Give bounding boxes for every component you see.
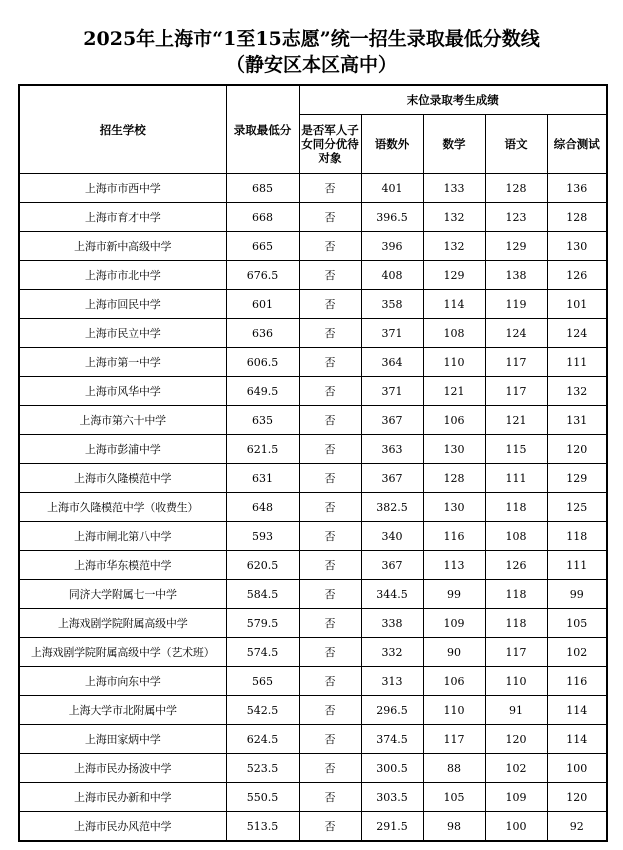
min-score-cell: 631 (226, 464, 299, 493)
table-row (19, 348, 607, 377)
military-cell: 否 (299, 812, 361, 842)
school-cell: 上海大学市北附属中学 (19, 696, 226, 725)
comprehensive-cell: 129 (547, 464, 607, 493)
school-cell: 上海市民办扬波中学 (19, 754, 226, 783)
math-cell: 128 (423, 464, 485, 493)
total-cell: 401 (361, 174, 423, 203)
math-cell: 132 (423, 232, 485, 261)
chinese-cell: 108 (485, 522, 547, 551)
military-cell: 否 (299, 638, 361, 667)
chinese-cell: 123 (485, 203, 547, 232)
table-row (19, 551, 607, 580)
military-cell: 否 (299, 174, 361, 203)
chinese-cell: 124 (485, 319, 547, 348)
chinese-cell: 118 (485, 580, 547, 609)
table-row (19, 203, 607, 232)
total-cell: 374.5 (361, 725, 423, 754)
military-cell: 否 (299, 754, 361, 783)
chinese-cell: 91 (485, 696, 547, 725)
min-score-cell: 513.5 (226, 812, 299, 842)
table-row (19, 435, 607, 464)
total-cell: 396.5 (361, 203, 423, 232)
math-cell: 110 (423, 696, 485, 725)
min-score-cell: 593 (226, 522, 299, 551)
comprehensive-cell: 114 (547, 696, 607, 725)
school-cell: 上海市第六十中学 (19, 406, 226, 435)
total-cell: 300.5 (361, 754, 423, 783)
math-cell: 110 (423, 348, 485, 377)
min-score-cell: 665 (226, 232, 299, 261)
table-row (19, 638, 607, 667)
comprehensive-cell: 128 (547, 203, 607, 232)
math-cell: 133 (423, 174, 485, 203)
comprehensive-cell: 126 (547, 261, 607, 290)
chinese-cell: 102 (485, 754, 547, 783)
math-cell: 130 (423, 493, 485, 522)
min-score-cell: 676.5 (226, 261, 299, 290)
header-total: 语数外 (361, 115, 423, 174)
comprehensive-cell: 132 (547, 377, 607, 406)
chinese-cell: 117 (485, 348, 547, 377)
school-cell: 上海市久隆模范中学（收费生） (19, 493, 226, 522)
school-cell: 上海戏剧学院附属高级中学 (19, 609, 226, 638)
school-cell: 上海市回民中学 (19, 290, 226, 319)
total-cell: 358 (361, 290, 423, 319)
military-cell: 否 (299, 464, 361, 493)
total-cell: 367 (361, 464, 423, 493)
school-cell: 上海市彭浦中学 (19, 435, 226, 464)
min-score-cell: 601 (226, 290, 299, 319)
header-military: 是否军人子女同分优待对象 (299, 115, 361, 174)
military-cell: 否 (299, 667, 361, 696)
comprehensive-cell: 120 (547, 435, 607, 464)
math-cell: 88 (423, 754, 485, 783)
header-chinese: 语文 (485, 115, 547, 174)
math-cell: 121 (423, 377, 485, 406)
table-row (19, 667, 607, 696)
header-math: 数学 (423, 115, 485, 174)
min-score-cell: 649.5 (226, 377, 299, 406)
min-score-cell: 550.5 (226, 783, 299, 812)
military-cell: 否 (299, 551, 361, 580)
chinese-cell: 128 (485, 174, 547, 203)
school-cell: 上海市民办风范中学 (19, 812, 226, 842)
comprehensive-cell: 102 (547, 638, 607, 667)
comprehensive-cell: 125 (547, 493, 607, 522)
school-cell: 上海市市北中学 (19, 261, 226, 290)
comprehensive-cell: 131 (547, 406, 607, 435)
page-subtitle: （静安区本区高中） (225, 54, 397, 76)
min-score-cell: 635 (226, 406, 299, 435)
header-school: 招生学校 (19, 85, 226, 174)
school-cell: 上海市市西中学 (19, 174, 226, 203)
math-cell: 114 (423, 290, 485, 319)
chinese-cell: 115 (485, 435, 547, 464)
total-cell: 396 (361, 232, 423, 261)
math-cell: 130 (423, 435, 485, 464)
math-cell: 98 (423, 812, 485, 842)
math-cell: 113 (423, 551, 485, 580)
total-cell: 338 (361, 609, 423, 638)
military-cell: 否 (299, 261, 361, 290)
total-cell: 332 (361, 638, 423, 667)
military-cell: 否 (299, 725, 361, 754)
military-cell: 否 (299, 319, 361, 348)
comprehensive-cell: 136 (547, 174, 607, 203)
page-title: 2025年上海市“1至15志愿”统一招生录取最低分数线 (83, 28, 540, 50)
comprehensive-cell: 130 (547, 232, 607, 261)
total-cell: 371 (361, 377, 423, 406)
comprehensive-cell: 100 (547, 754, 607, 783)
table-row (19, 290, 607, 319)
total-cell: 371 (361, 319, 423, 348)
military-cell: 否 (299, 348, 361, 377)
military-cell: 否 (299, 580, 361, 609)
table-row (19, 522, 607, 551)
min-score-cell: 621.5 (226, 435, 299, 464)
table-row (19, 754, 607, 783)
school-cell: 上海市第一中学 (19, 348, 226, 377)
comprehensive-cell: 116 (547, 667, 607, 696)
table-row (19, 696, 607, 725)
math-cell: 99 (423, 580, 485, 609)
min-score-cell: 636 (226, 319, 299, 348)
chinese-cell: 118 (485, 609, 547, 638)
math-cell: 129 (423, 261, 485, 290)
school-cell: 同济大学附属七一中学 (19, 580, 226, 609)
total-cell: 296.5 (361, 696, 423, 725)
chinese-cell: 117 (485, 377, 547, 406)
school-cell: 上海市闸北第八中学 (19, 522, 226, 551)
school-cell: 上海市民立中学 (19, 319, 226, 348)
math-cell: 117 (423, 725, 485, 754)
total-cell: 344.5 (361, 580, 423, 609)
school-cell: 上海市风华中学 (19, 377, 226, 406)
math-cell: 90 (423, 638, 485, 667)
header-min-score: 录取最低分 (226, 85, 299, 174)
min-score-cell: 624.5 (226, 725, 299, 754)
school-cell: 上海市民办新和中学 (19, 783, 226, 812)
math-cell: 106 (423, 406, 485, 435)
chinese-cell: 117 (485, 638, 547, 667)
table-row (19, 319, 607, 348)
chinese-cell: 118 (485, 493, 547, 522)
chinese-cell: 111 (485, 464, 547, 493)
math-cell: 106 (423, 667, 485, 696)
school-cell: 上海戏剧学院附属高级中学（艺术班） (19, 638, 226, 667)
min-score-cell: 685 (226, 174, 299, 203)
total-cell: 364 (361, 348, 423, 377)
school-cell: 上海市向东中学 (19, 667, 226, 696)
min-score-cell: 620.5 (226, 551, 299, 580)
school-cell: 上海市久隆模范中学 (19, 464, 226, 493)
math-cell: 105 (423, 783, 485, 812)
table-row (19, 174, 607, 203)
math-cell: 109 (423, 609, 485, 638)
school-cell: 上海市华东模范中学 (19, 551, 226, 580)
min-score-cell: 648 (226, 493, 299, 522)
chinese-cell: 120 (485, 725, 547, 754)
min-score-cell: 606.5 (226, 348, 299, 377)
min-score-cell: 668 (226, 203, 299, 232)
military-cell: 否 (299, 696, 361, 725)
comprehensive-cell: 118 (547, 522, 607, 551)
comprehensive-cell: 101 (547, 290, 607, 319)
min-score-cell: 523.5 (226, 754, 299, 783)
total-cell: 367 (361, 406, 423, 435)
chinese-cell: 138 (485, 261, 547, 290)
military-cell: 否 (299, 232, 361, 261)
table-row (19, 261, 607, 290)
table-row (19, 609, 607, 638)
table-row (19, 783, 607, 812)
military-cell: 否 (299, 609, 361, 638)
table-row (19, 406, 607, 435)
min-score-cell: 542.5 (226, 696, 299, 725)
military-cell: 否 (299, 406, 361, 435)
total-cell: 303.5 (361, 783, 423, 812)
table-row (19, 377, 607, 406)
table-row (19, 812, 607, 842)
min-score-cell: 565 (226, 667, 299, 696)
table-row (19, 493, 607, 522)
chinese-cell: 100 (485, 812, 547, 842)
school-cell: 上海田家炳中学 (19, 725, 226, 754)
school-cell: 上海市育才中学 (19, 203, 226, 232)
min-score-cell: 584.5 (226, 580, 299, 609)
chinese-cell: 121 (485, 406, 547, 435)
chinese-cell: 109 (485, 783, 547, 812)
military-cell: 否 (299, 377, 361, 406)
comprehensive-cell: 120 (547, 783, 607, 812)
comprehensive-cell: 105 (547, 609, 607, 638)
min-score-cell: 574.5 (226, 638, 299, 667)
comprehensive-cell: 111 (547, 551, 607, 580)
military-cell: 否 (299, 783, 361, 812)
military-cell: 否 (299, 435, 361, 464)
chinese-cell: 110 (485, 667, 547, 696)
score-table (18, 84, 608, 842)
comprehensive-cell: 99 (547, 580, 607, 609)
table-row (19, 464, 607, 493)
header-comprehensive: 综合测试 (547, 115, 607, 174)
comprehensive-cell: 124 (547, 319, 607, 348)
chinese-cell: 119 (485, 290, 547, 319)
comprehensive-cell: 92 (547, 812, 607, 842)
math-cell: 132 (423, 203, 485, 232)
total-cell: 408 (361, 261, 423, 290)
min-score-cell: 579.5 (226, 609, 299, 638)
total-cell: 313 (361, 667, 423, 696)
header-last-group: 末位录取考生成绩 (299, 85, 607, 115)
total-cell: 367 (361, 551, 423, 580)
military-cell: 否 (299, 493, 361, 522)
table-row (19, 725, 607, 754)
comprehensive-cell: 111 (547, 348, 607, 377)
math-cell: 108 (423, 319, 485, 348)
total-cell: 340 (361, 522, 423, 551)
chinese-cell: 126 (485, 551, 547, 580)
table-row (19, 232, 607, 261)
total-cell: 382.5 (361, 493, 423, 522)
military-cell: 否 (299, 522, 361, 551)
chinese-cell: 129 (485, 232, 547, 261)
school-cell: 上海市新中高级中学 (19, 232, 226, 261)
comprehensive-cell: 114 (547, 725, 607, 754)
total-cell: 363 (361, 435, 423, 464)
total-cell: 291.5 (361, 812, 423, 842)
military-cell: 否 (299, 203, 361, 232)
table-row (19, 580, 607, 609)
military-cell: 否 (299, 290, 361, 319)
math-cell: 116 (423, 522, 485, 551)
